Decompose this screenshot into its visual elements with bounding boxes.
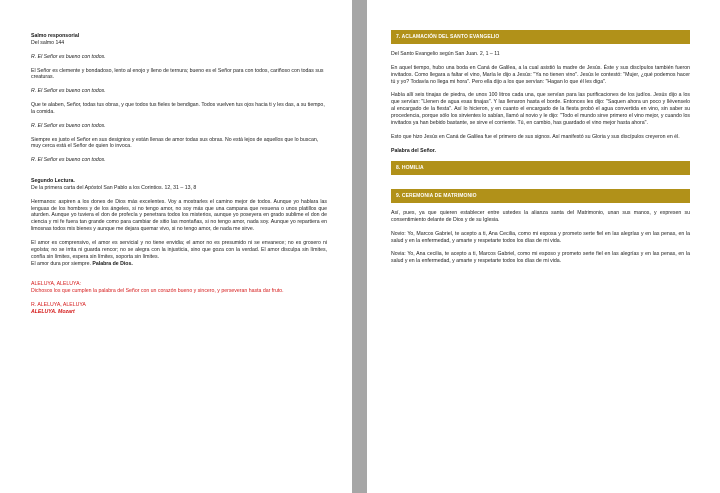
aleluya-author: ALELUYA. Mozart — [31, 309, 75, 316]
ceremonia-intro: Así, pues, ya que quieren establecer entre ustedes la alianza santa del Matrimonio, unan sus manos, y expresen su consentimiento delante de Dios y de su Iglesia. — [391, 209, 690, 223]
section-8-header: 8. HOMILIA — [391, 161, 690, 175]
palabra-de-dios: Palabra de Dios. — [92, 260, 133, 267]
segunda-lectura-close-text: El amor dura por siempre. — [31, 260, 91, 267]
novia-vow: Novia: Yo, Ana cecilia, te acepto a ti, Marcos Gabriel, como mi esposo y prometo serte fiel en las alegrías y en las penas, en la salud y en la enfermedad, y amarte y respetarte todos los días de mi vida. — [391, 251, 690, 265]
salmo-refrain: R. El Señor es bueno con todos. — [31, 88, 106, 95]
novio-vow: Novio: Yo, Marcos Gabriel, te acepto a ti, Ana Cecilia, como mi esposa y prometo serte fiel en las alegrías y en las penas, en la salud y en la enfermedad, y amarte y respetarte todos los días de mi vida. — [391, 230, 690, 244]
section-7-header: 7. ACLAMACIÓN DEL SANTO EVANGELIO — [391, 30, 690, 44]
right-page-content — [391, 30, 690, 265]
salmo-title: Salmo responsorial — [31, 33, 80, 39]
left-page — [0, 0, 352, 493]
aleluya-text: Dichosos los que cumplen la palabra del Señor con un corazón bueno y sincero, y perseveran hasta dar fruto. — [31, 288, 284, 295]
salmo-verse: El Señor es clemente y bondadoso, lento al enojo y lleno de ternura; bueno es el Señor para con todos, cariñoso con todas sus creaturas. — [31, 67, 324, 81]
segunda-lectura-title: Segundo Lectura. — [31, 177, 75, 184]
evangelio-paragraph: Esto que hizo Jesús en Caná de Galilea fue el primero de sus signos. Así manifestó su Gloria y sus discípulos creyeron en él. — [391, 133, 680, 140]
evangelio-paragraph: En aquel tiempo, hubo una boda en Caná de Galilea, a la cual asistió la madre de Jesús. Éste y sus discípulos también fueron invitados. Como llegara a faltar el vino, María le dijo a Jesús: "Ya no tienen vino". Jesús le contestó: "Mujer, ¿qué podemos hacer tú y yo? Todavía no llega mi hora". Pero ella dijo a los que servían: "Hagan lo que él les diga". — [391, 64, 690, 85]
salmo-verse: Que te alaben, Señor, todas tus obras, y que todos tus fieles te bendigan. Todos vuelven tus ojos hacia ti y les das, a su tiempo, la comida. — [31, 102, 325, 115]
palabra-del-senor: Palabra del Señor. — [391, 147, 436, 154]
salmo-refrain: R. El Señor es bueno con todos. — [31, 53, 106, 60]
evangelio-paragraph: Había allí seis tinajas de piedra, de unos 100 litros cada una, que servían para las purificaciones de los judíos. Jesús dijo a los que servían: "Llenen de agua esas tinajas". Y las llenaron hasta el borde. Entonces les dijo: "Saquen ahora un poco y llévenselo al encargado de la fiesta". Así lo hicieron, y en cuanto el encargado de la fiesta probó el agua convertida en vino, sin saber su procedencia, porque sólo los sirvientes lo sabían, llamó al novio y le dijo: "Todo el mundo sirve primero el vino mejor, y cuando los invitados ya han bebido bastante, se sirve el corriente. Tú, en cambio, has guardado el vino mejor hasta ahora". — [391, 92, 690, 126]
salmo-ref: Del salmo 144 — [31, 39, 65, 46]
segunda-lectura-ref: De la primera carta del Apóstol San Pablo a los Corintios. 12, 31 – 13, 8 — [31, 184, 197, 191]
aleluya-response: R. ALELUYA, ALELUYA — [31, 302, 86, 309]
aleluya-heading: ALELUYA, ALELUYA: — [31, 281, 81, 288]
left-page-content — [31, 33, 327, 316]
salmo-refrain: R. El Señor es bueno con todos. — [31, 157, 106, 164]
salmo-verse: Siempre es justo el Señor en sus designios y están llenas de amor todas sus obras. No está lejos de aquellos que lo buscan, muy cerca está el Señor de quien lo invoca. — [31, 136, 319, 150]
salmo-refrain: R. El Señor es bueno con todos. — [31, 122, 106, 129]
segunda-lectura-close — [31, 261, 327, 268]
right-page — [367, 0, 720, 493]
segunda-lectura-paragraph: Hermanos: aspiren a los dones de Dios más excelentes. Voy a mostrarles el camino mejor de todos. Aunque yo hablara las lenguas de los hombres y de los ángeles, si no tengo amor, no soy más que una campana que resuena o unos platillos que aturden. Aunque yo tuviera el don de profecía y penetrara todos los misterios, aunque yo poseyera en grado sublime el don de ciencia y mi fe fuera tan grande como para cambiar de sitio las montañas, si no tengo amor, nada soy. Aunque yo repartiera en limosnas todos mis bienes y aunque me dejara quemar vivo, si no tengo amor, de nada me sirve. — [31, 198, 327, 233]
section-9-header: 9. CEREMONIA DE MATRIMONIO — [391, 189, 690, 203]
segunda-lectura-paragraph: El amor es comprensivo, el amor es servicial y no tiene envidia; el amor no es presumido ni se envanece; no es grosero ni egoísta; no se irrita ni guarda rencor; no se alegra con la injusticia, sino que goza con la verdad. El amor disculpa sin límites, confía sin límites, espera sin límites, soporta sin límites. — [31, 240, 327, 260]
evangelio-ref: Del Santo Evangelio según San Juan. 2, 1 – 11 — [391, 50, 500, 57]
